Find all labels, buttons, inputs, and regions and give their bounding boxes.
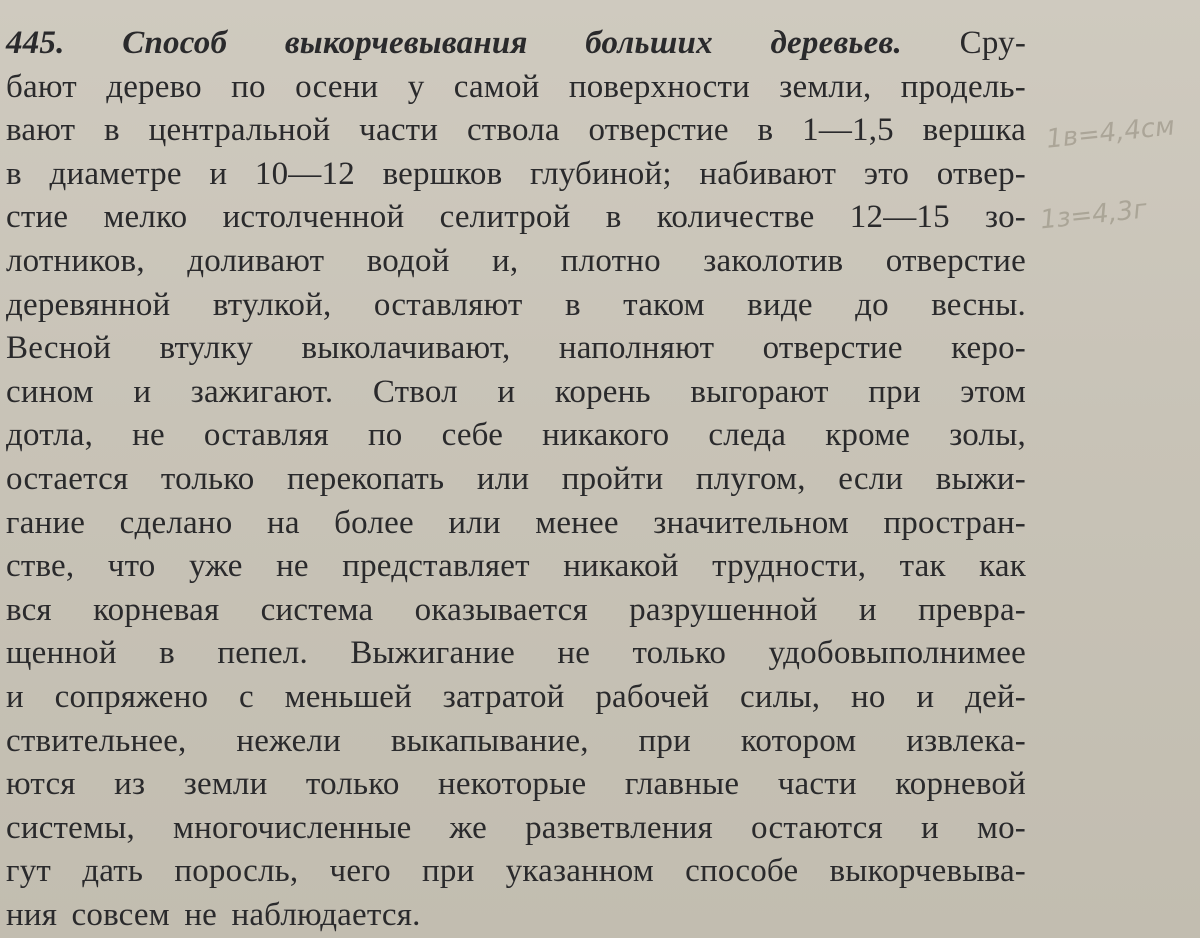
text-line: бают дерево по осени у самой поверхности земли, продель- (6, 68, 1026, 105)
text-line (6, 22, 1026, 66)
text-line: гание сделано на более или менее значительном простран- (6, 504, 1026, 541)
text-line: сином и зажигают. Ствол и корень выгорают при этом (6, 373, 1026, 410)
text-line: Весной втулку выколачивают, наполняют отверстие керо- (6, 330, 1026, 367)
text-line: стие мелко истолченной селитрой в количестве 12—15 зо- (6, 199, 1026, 236)
section-heading: Способ выкорчевывания больших деревьев. (122, 25, 902, 61)
text-line: в диаметре и 10—12 вершков глубиной; набивают это отвер- (6, 155, 1026, 192)
text-line: ются из земли только некоторые главные части корневой (6, 766, 1026, 803)
text-line: и сопряжено с меньшей затратой рабочей силы, но и дей- (6, 678, 1026, 715)
line-text: Сру- (959, 25, 1027, 61)
text-line: деревянной втулкой, оставляют в таком виде до весны. (6, 286, 1026, 323)
text-line: системы, многочисленные же разветвления остаются и мо- (6, 809, 1026, 846)
text-line: гут дать поросль, чего при указанном способе выкорчевыва- (6, 853, 1026, 890)
text-line: дотла, не оставляя по себе никакого следа кроме золы, (6, 417, 1026, 454)
text-line: остается только перекопать или пройти плугом, если выжи- (6, 460, 1026, 497)
text-line: вают в центральной части ствола отверстие в 1—1,5 вершка (6, 112, 1026, 149)
text-line: ния совсем не наблюдается. (6, 896, 421, 933)
text-line: щенной в пепел. Выжигание не только удобовыполнимее (6, 635, 1026, 672)
text-line: лотников, доливают водой и, плотно заколотив отверстие (6, 242, 1026, 279)
section-number: 445. (6, 25, 65, 61)
text-line: стве, что уже не представляет никакой трудности, так как (6, 548, 1026, 585)
text-line: ствительнее, нежели выкапывание, при котором извлека- (6, 722, 1026, 759)
paragraph-445 (6, 22, 1026, 937)
handwritten-margin-note: 1в=4,4см (1044, 111, 1177, 155)
text-line: вся корневая система оказывается разрушенной и превра- (6, 591, 1026, 628)
handwritten-margin-note: 1з=4,3г (1038, 194, 1149, 236)
